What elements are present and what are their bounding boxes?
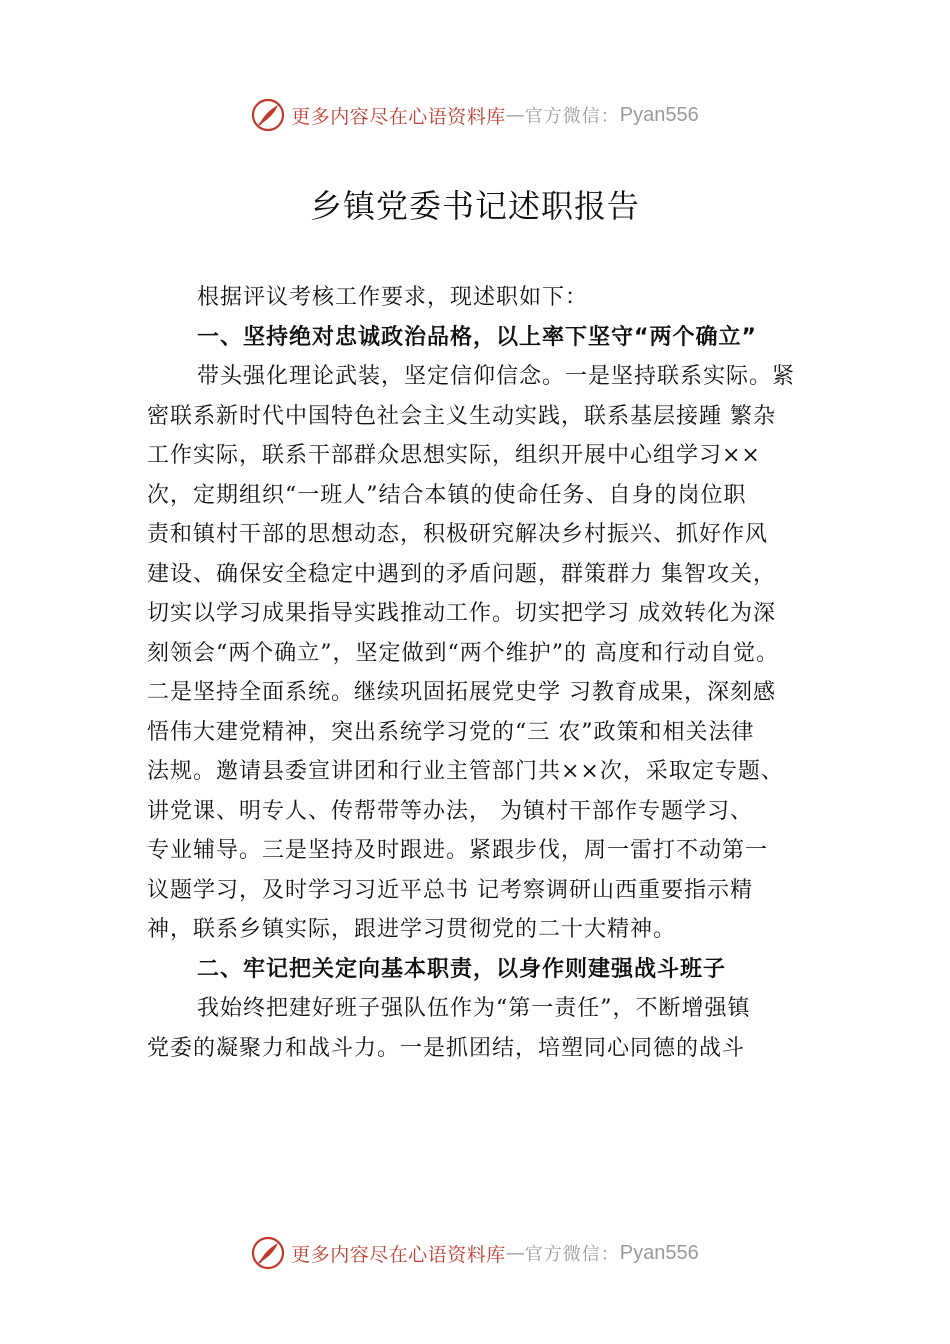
body-line: 我始终把建好班子强队伍作为“第一责任”，不断增强镇: [197, 996, 751, 1021]
body-line: 刻领会“两个确立”，坚定做到“两个维护”的 高度和行动自觉。: [147, 640, 779, 666]
section-heading: 二、牢记把关定向基本职责，以身作则建强战斗班子: [197, 956, 727, 982]
body-line: 专业辅导。三是坚持及时跟进。紧跟步伐，周一雷打不动第一: [147, 838, 769, 863]
body-line: 次，定期组织“一班人”结合本镇的使命任务、自身的岗位职: [147, 482, 747, 508]
watermark-brand-text: 更多内容尽在心语资料库: [291, 1243, 506, 1266]
body-line: 带头强化理论武装，坚定信仰信念。一是坚持联系实际。紧: [197, 364, 796, 389]
watermark-separator: —: [505, 1242, 525, 1264]
watermark-header: [0, 95, 950, 135]
body-line: 责和镇村干部的思想动态，积极研究解决乡村振兴、抓好作风: [147, 522, 769, 547]
body-line: 悟伟大建党精神，突出系统学习党的“三 农”政策和相关法律: [147, 719, 755, 745]
watermark-contact-label: 官方微信：: [524, 106, 620, 127]
watermark-brand-text: 更多内容尽在心语资料库: [291, 105, 506, 128]
body-line: 建设、确保安全稳定中遇到的矛盾问题，群策群力 集智攻关，: [147, 561, 776, 587]
body-line: 密联系新时代中国特色社会主义生动实践，联系基层接踵 繁杂: [147, 403, 776, 429]
section-heading: 一、坚持绝对忠诚政治品格，以上率下坚守“两个确立”: [197, 324, 757, 350]
body-line: 工作实际，联系干部群众思想实际，组织开展中心组学习××: [147, 443, 761, 468]
document-title: 乡镇党委书记述职报告: [309, 187, 640, 225]
body-line: 切实以学习成果指导实践推动工作。切实把学习 成效转化为深: [147, 601, 776, 626]
quill-logo-icon: [251, 98, 285, 132]
watermark-contact-id: Pyan556: [619, 1241, 699, 1264]
body-line: 党委的凝聚力和战斗力。一是抓团结，培塑同心同德的战斗: [147, 1035, 746, 1061]
body-line: 根据评议考核工作要求，现述职如下：: [197, 285, 589, 310]
watermark-contact-id: Pyan556: [619, 103, 699, 126]
body-line: 法规。邀请县委宣讲团和行业主管部门共××次，采取定专题、: [147, 759, 784, 784]
document-body: [147, 278, 847, 1068]
body-line: 讲党课、明专人、传帮带等办法， 为镇村干部作专题学习、: [147, 798, 753, 824]
watermark-separator: —: [505, 104, 525, 126]
body-line: 神，联系乡镇实际，跟进学习贯彻党的二十大精神。: [147, 917, 677, 942]
body-line: 二是坚持全面系统。继续巩固拓展党史学 习教育成果，深刻感: [147, 680, 776, 705]
quill-logo-icon: [251, 1236, 285, 1270]
watermark-contact-label: 官方微信：: [524, 1244, 620, 1265]
body-line: 议题学习，及时学习习近平总书 记考察调研山西重要指示精: [147, 877, 753, 903]
watermark-footer: [0, 1233, 950, 1273]
